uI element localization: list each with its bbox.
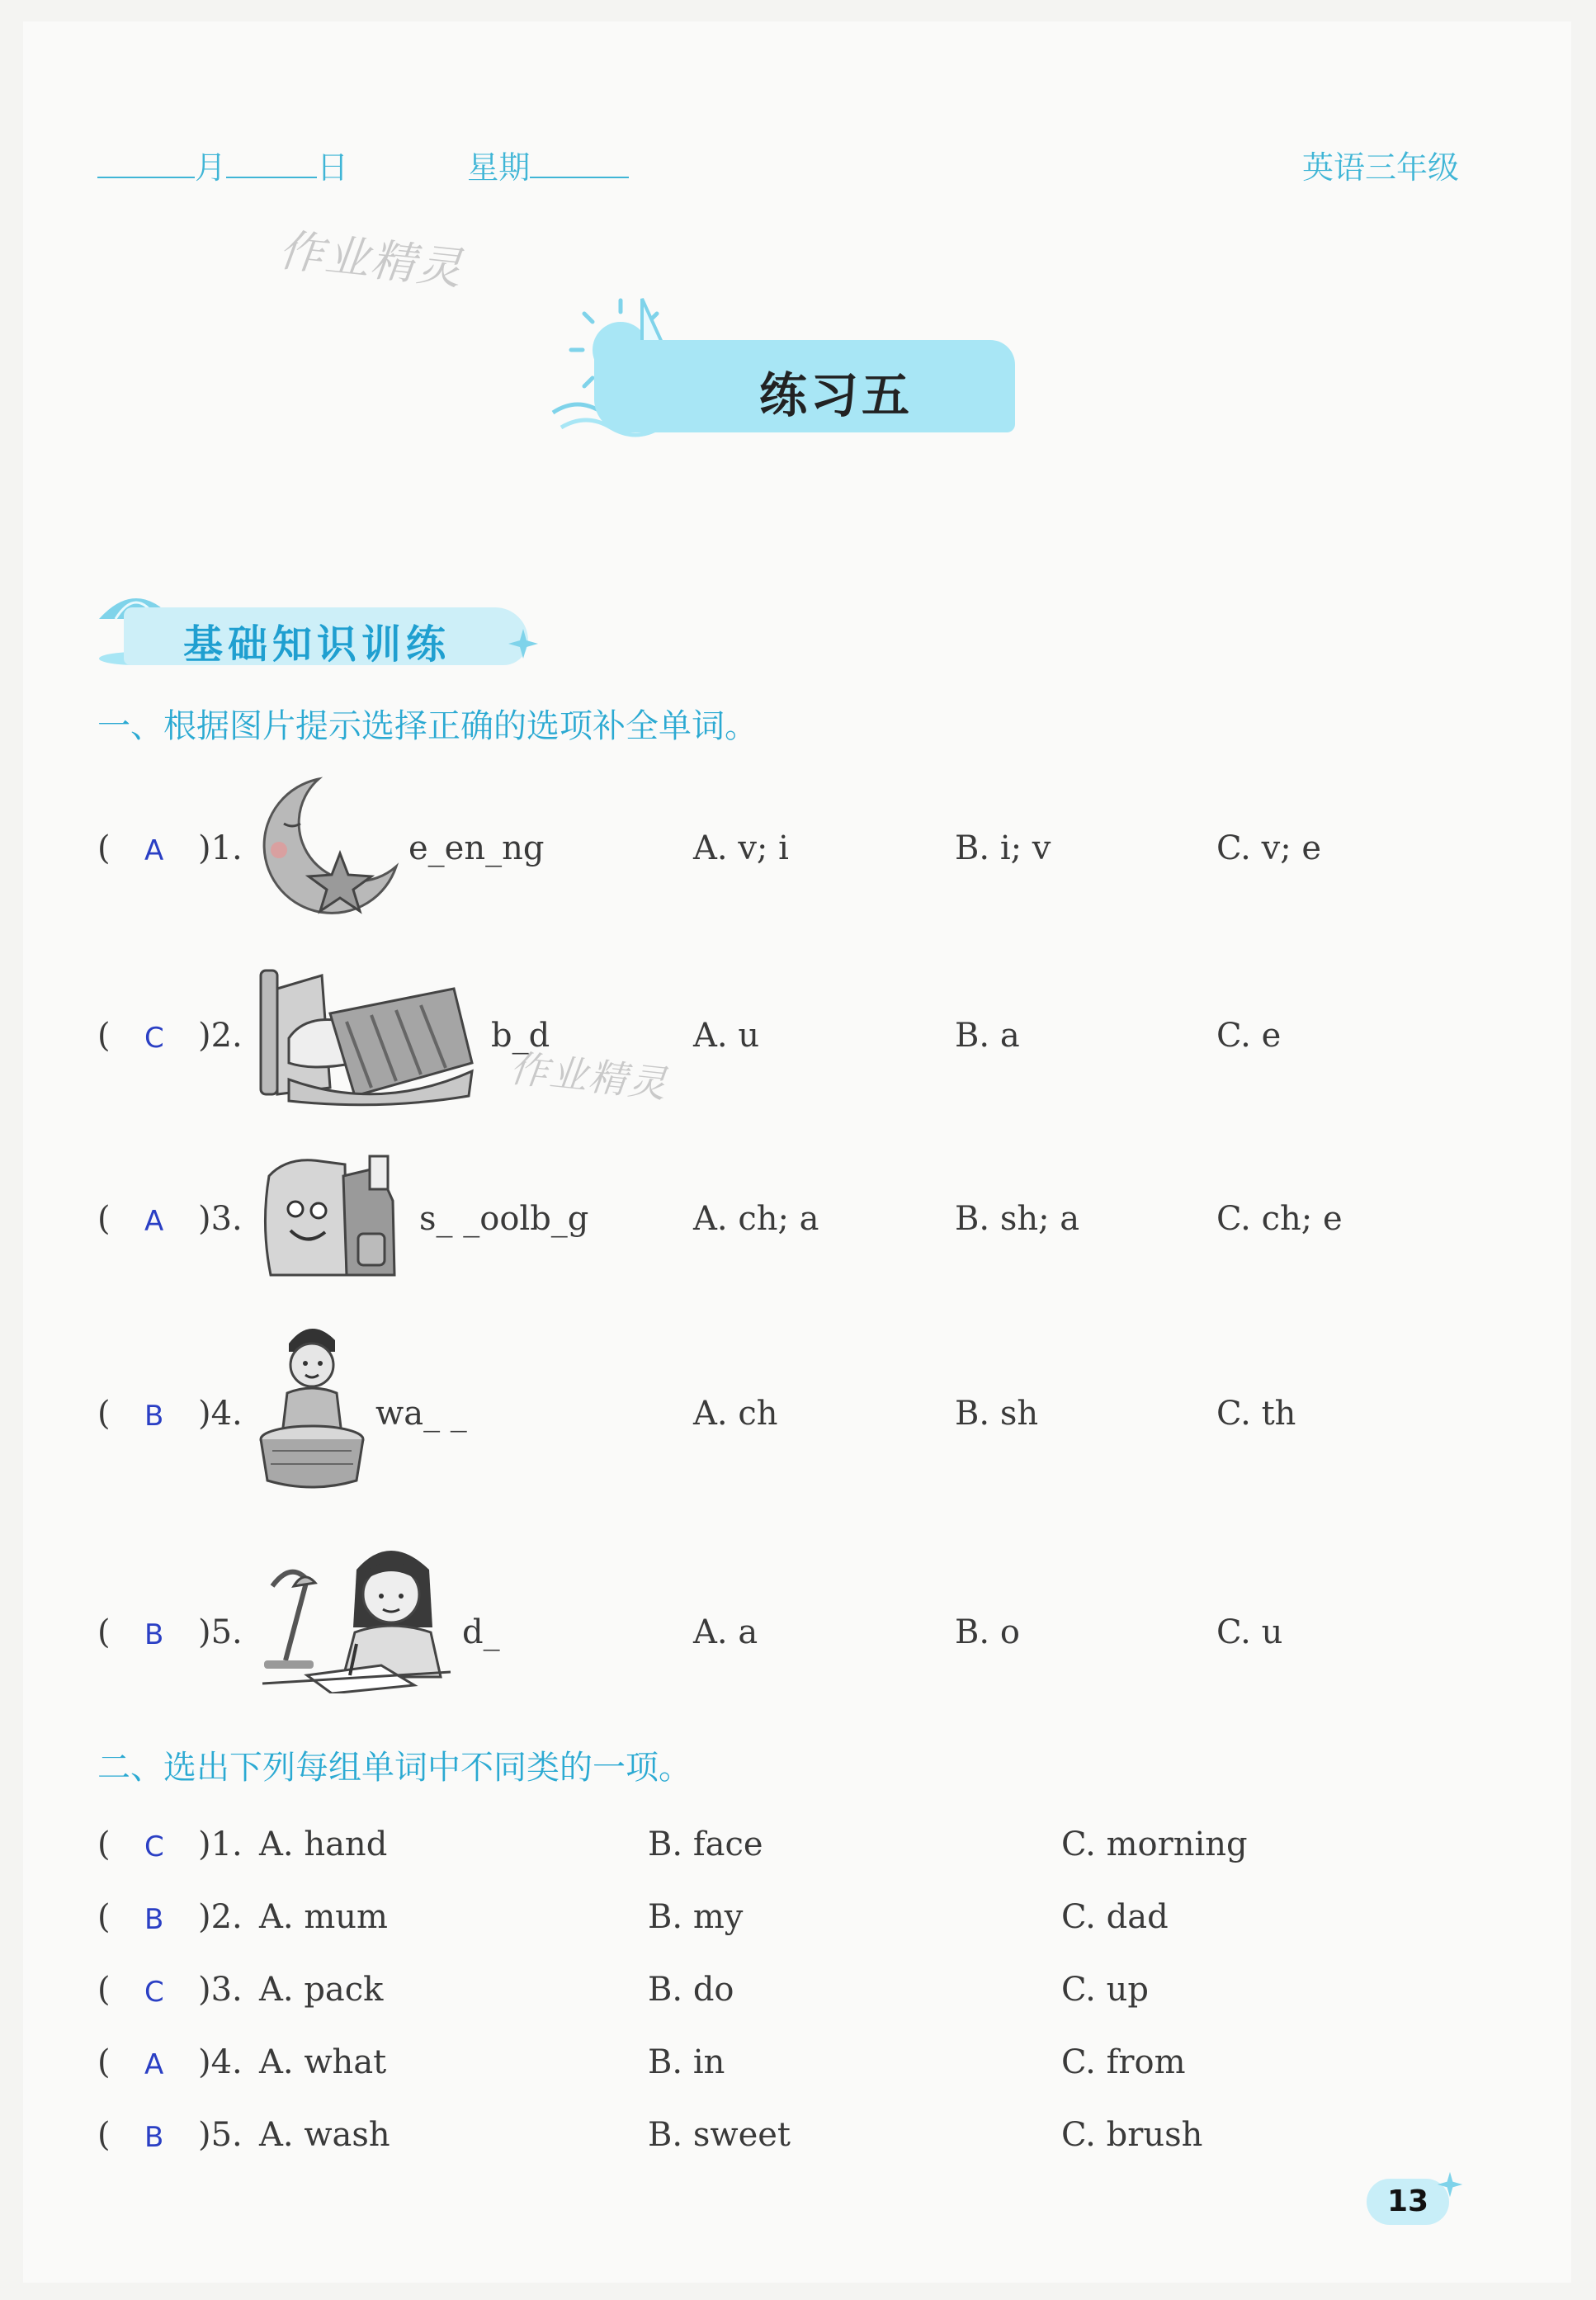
- option-c: C. morning: [1061, 1825, 1248, 1863]
- part1-heading: 一、根据图片提示选择正确的选项补全单词。: [97, 707, 758, 745]
- option-c: C. v; e: [1216, 829, 1322, 867]
- option-a: A. a: [693, 1613, 758, 1651]
- month-label: 月: [195, 149, 227, 186]
- option-a: A. pack: [259, 1971, 384, 2009]
- word-blank: s_ _oolb_g: [419, 1200, 589, 1238]
- day-label: 日: [317, 149, 349, 186]
- weekday-label: 星期: [467, 149, 531, 186]
- answer-mark: C: [144, 1022, 164, 1055]
- paren-open: (: [97, 2116, 111, 2154]
- option-b: B. o: [955, 1613, 1020, 1651]
- question-number: )5.: [198, 1613, 243, 1651]
- paren-open: (: [97, 1898, 111, 1936]
- part1-question-3: [0, 1200, 1596, 1249]
- answer-mark: C: [144, 1976, 164, 2009]
- question-number: )4.: [198, 1395, 243, 1433]
- option-c: C. up: [1061, 1971, 1149, 2009]
- answer-mark: B: [144, 1903, 164, 1936]
- watermark: 作业精灵: [276, 224, 466, 295]
- star-icon: [507, 627, 540, 660]
- answer-mark: B: [144, 1400, 164, 1433]
- part1-question-2: [0, 1017, 1596, 1066]
- question-number: )1.: [198, 829, 243, 867]
- option-b: B. sh: [955, 1395, 1039, 1433]
- star-icon: [1436, 2170, 1464, 2198]
- part2-question-2: [0, 1898, 1596, 1948]
- word-blank: wa_ _: [375, 1395, 467, 1433]
- question-number: )3.: [198, 1200, 243, 1238]
- bed-icon: [256, 964, 479, 1112]
- part1-question-5: [0, 1613, 1596, 1663]
- paren-open: (: [97, 2043, 111, 2081]
- option-a: A. v; i: [693, 829, 789, 867]
- paren-open: (: [97, 829, 111, 867]
- option-b: B. sh; a: [955, 1200, 1080, 1238]
- part1-question-1: [0, 829, 1596, 879]
- question-number: )2.: [198, 1017, 243, 1055]
- question-number: )4.: [198, 2043, 243, 2081]
- part2-question-5: [0, 2116, 1596, 2165]
- part2-question-3: [0, 1971, 1596, 2020]
- question-number: )3.: [198, 1971, 243, 2009]
- date-line: [97, 142, 629, 187]
- paren-open: (: [97, 1825, 111, 1863]
- answer-mark: A: [144, 834, 164, 867]
- option-c: C. e: [1216, 1017, 1282, 1055]
- option-b: B. i; v: [955, 829, 1051, 867]
- answer-mark: A: [144, 2048, 164, 2081]
- option-a: A. mum: [259, 1898, 388, 1936]
- question-number: )2.: [198, 1898, 243, 1936]
- option-a: A. hand: [259, 1825, 388, 1863]
- question-number: )5.: [198, 2116, 243, 2154]
- option-a: A. wash: [259, 2116, 390, 2154]
- option-b: B. in: [648, 2043, 725, 2081]
- option-c: C. from: [1061, 2043, 1186, 2081]
- option-b: B. my: [648, 1898, 744, 1936]
- word-blank: d_: [462, 1613, 500, 1651]
- option-c: C. dad: [1061, 1898, 1169, 1936]
- schoolbag-icon: [254, 1151, 411, 1283]
- part2-question-1: [0, 1825, 1596, 1875]
- word-blank: e_en_ng: [408, 829, 545, 867]
- part2-question-4: [0, 2043, 1596, 2093]
- option-c: C. u: [1216, 1613, 1283, 1651]
- watermark: 作业精灵: [508, 1046, 670, 1107]
- option-b: B. sweet: [648, 2116, 791, 2154]
- answer-mark: A: [144, 1205, 164, 1238]
- subject-label: 英语三年级: [1302, 149, 1460, 186]
- option-a: A. ch: [693, 1395, 778, 1433]
- answer-mark: B: [144, 1618, 164, 1651]
- paren-open: (: [97, 1395, 111, 1433]
- paren-open: (: [97, 1971, 111, 2009]
- answer-mark: B: [144, 2121, 164, 2154]
- option-c: C. th: [1216, 1395, 1296, 1433]
- option-c: C. ch; e: [1216, 1200, 1343, 1238]
- paren-open: (: [97, 1017, 111, 1055]
- option-b: B. face: [648, 1825, 763, 1863]
- question-number: )1.: [198, 1825, 243, 1863]
- word-blank: b_d: [491, 1017, 550, 1055]
- answer-mark: C: [144, 1830, 164, 1863]
- option-a: A. u: [693, 1017, 760, 1055]
- page-title: 练习五: [759, 367, 914, 423]
- option-a: A. ch; a: [693, 1200, 819, 1238]
- girl-writing-icon: [257, 1537, 456, 1693]
- paren-open: (: [97, 1613, 111, 1651]
- option-b: B. a: [955, 1017, 1020, 1055]
- moon-icon: [254, 774, 399, 919]
- option-b: B. do: [648, 1971, 734, 2009]
- part1-question-4: [0, 1395, 1596, 1444]
- section-title: 基础知识训练: [183, 621, 451, 668]
- part2-heading: 二、选出下列每组单词中不同类的一项。: [97, 1749, 692, 1787]
- paren-open: (: [97, 1200, 111, 1238]
- page-number: 13: [1367, 2179, 1449, 2225]
- boy-washing-icon: [256, 1319, 368, 1492]
- option-a: A. what: [259, 2043, 387, 2081]
- option-c: C. brush: [1061, 2116, 1203, 2154]
